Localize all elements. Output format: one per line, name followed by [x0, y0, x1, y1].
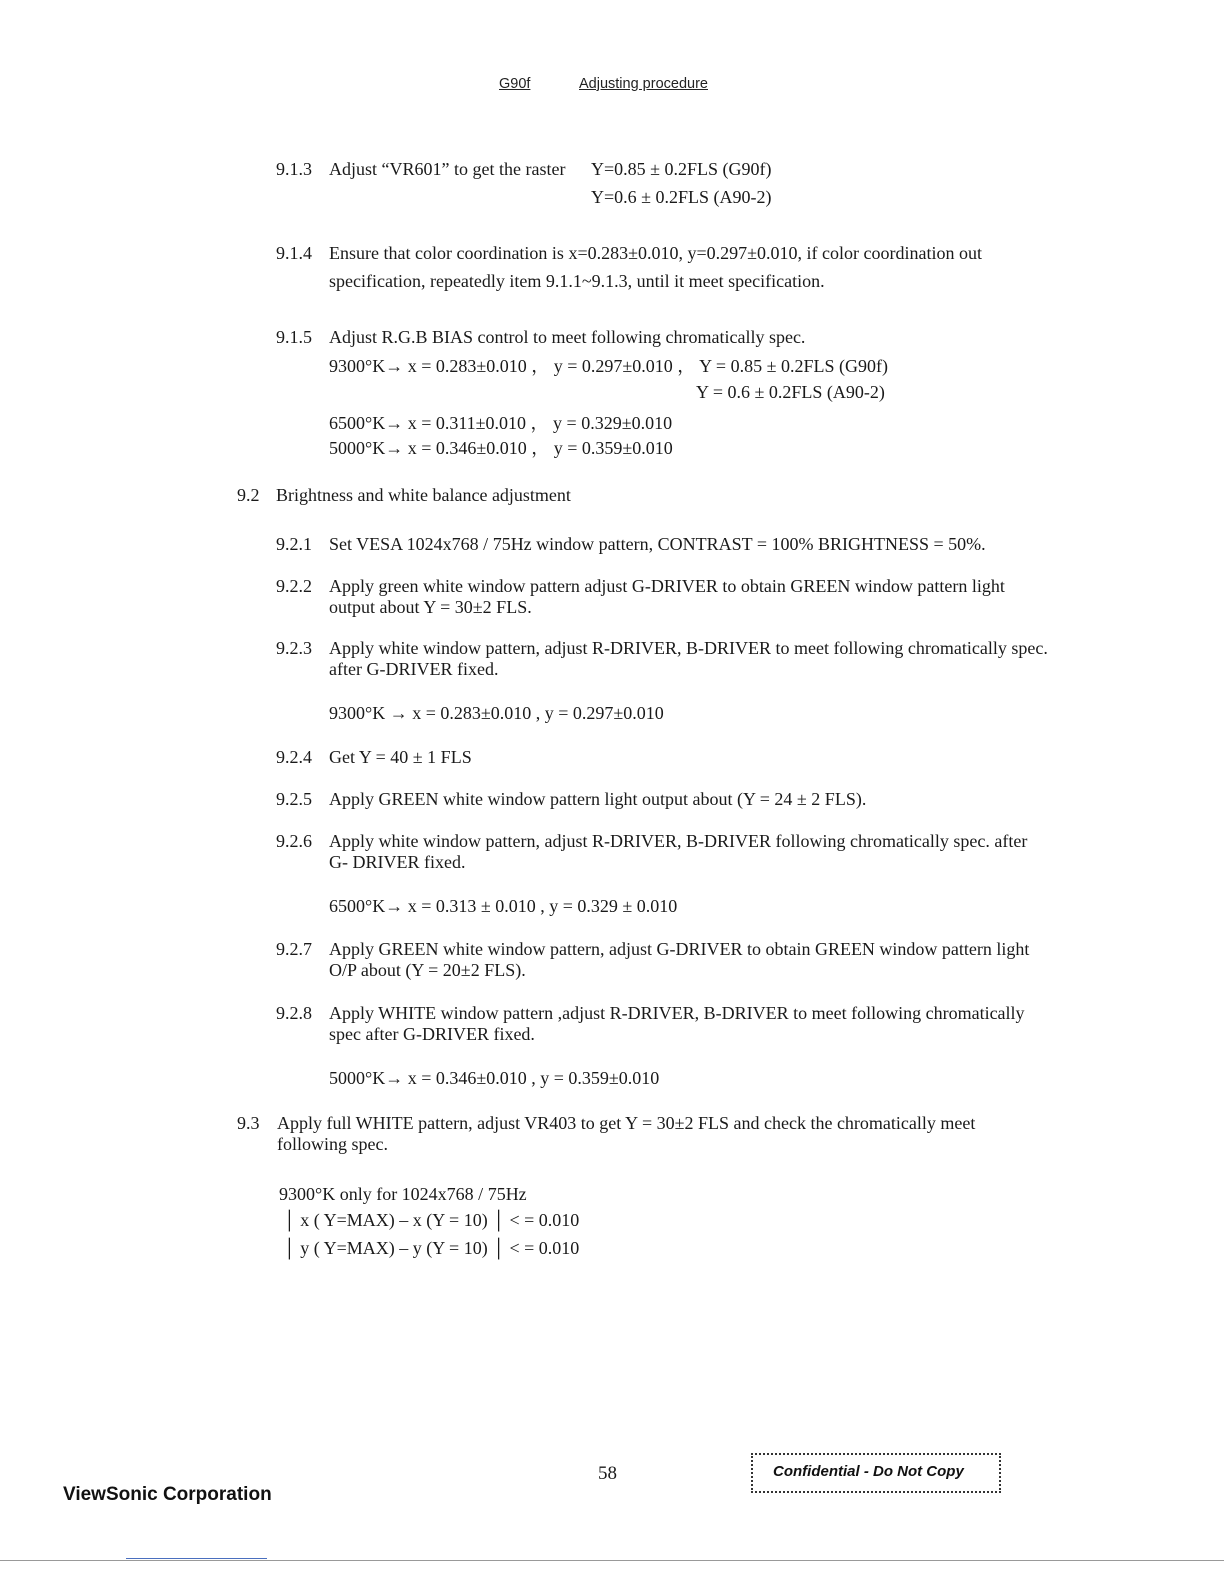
section-text: Apply white window pattern, adjust R-DRIVER, B-DRIVER to meet following chromatically spec. [329, 638, 1048, 658]
section-text: output about Y = 30±2 FLS. [329, 597, 532, 617]
section-text: Get Y = 40 ± 1 FLS [329, 747, 472, 767]
section-text: Set VESA 1024x768 / 75Hz window pattern, CONTRAST = 100% BRIGHTNESS = 50%. [329, 534, 986, 554]
section-text: G- DRIVER fixed. [329, 852, 466, 872]
spec-6500: 6500°K→ x = 0.313 ± 0.010 , y = 0.329 ± 0.010 [329, 896, 678, 916]
section-number: 9.2.6 [276, 831, 312, 851]
section-number: 9.1.5 [276, 327, 312, 347]
section-number: 9.2.5 [276, 789, 312, 809]
section-text: specification, repeatedly item 9.1.1~9.1.3, until it meet specification. [329, 271, 825, 291]
section-text: Ensure that color coordination is x=0.283±0.010, y=0.297±0.010, if color coordination out [329, 243, 982, 263]
section-heading: Brightness and white balance adjustment [276, 485, 571, 505]
section-number: 9.2.7 [276, 939, 312, 959]
section-number: 9.2 [237, 485, 260, 505]
section-number: 9.2.3 [276, 638, 312, 658]
section-number: 9.2.4 [276, 747, 312, 767]
company-name: ViewSonic Corporation [63, 1484, 272, 1505]
spec-value: Y=0.6 ± 0.2FLS (A90-2) [591, 187, 772, 207]
spec-x-delta: │ x ( Y=MAX) – x (Y = 10) │ < = 0.010 [283, 1210, 580, 1230]
page-number: 58 [598, 1463, 617, 1484]
bottom-rule [0, 1560, 1224, 1561]
section-text: Apply GREEN white window pattern light output about (Y = 24 ± 2 FLS). [329, 789, 867, 809]
section-text: Apply WHITE window pattern ,adjust R-DRIVER, B-DRIVER to meet following chromatically [329, 1003, 1025, 1023]
section-text: following spec. [277, 1134, 388, 1154]
section-number: 9.2.1 [276, 534, 312, 554]
spec-value: Y=0.85 ± 0.2FLS (G90f) [591, 159, 772, 179]
section-text: O/P about (Y = 20±2 FLS). [329, 960, 526, 980]
spec-title: 9300°K only for 1024x768 / 75Hz [279, 1184, 527, 1204]
spec-9300-alt: Y = 0.6 ± 0.2FLS (A90-2) [696, 382, 885, 402]
spec-9300: 9300°K → x = 0.283±0.010 , y = 0.297±0.010 [329, 703, 664, 723]
section-text: Apply GREEN white window pattern, adjust G-DRIVER to obtain GREEN window pattern light [329, 939, 1030, 959]
spec-6500: 6500°K→ x = 0.311±0.010 ， y = 0.329±0.010 [329, 413, 673, 433]
section-text: after G-DRIVER fixed. [329, 659, 499, 679]
bottom-rule-accent [126, 1558, 267, 1559]
spec-5000: 5000°K→ x = 0.346±0.010 , y = 0.359±0.010 [329, 1068, 660, 1088]
header-title: Adjusting procedure [579, 76, 708, 92]
section-number: 9.2.8 [276, 1003, 312, 1023]
section-number: 9.3 [237, 1113, 260, 1133]
spec-5000: 5000°K→ x = 0.346±0.010 ， y = 0.359±0.010 [329, 438, 673, 458]
section-text: Apply green white window pattern adjust G-DRIVER to obtain GREEN window pattern light [329, 576, 1005, 596]
section-number: 9.1.3 [276, 159, 312, 179]
spec-y-delta: │ y ( Y=MAX) – y (Y = 10) │ < = 0.010 [283, 1238, 580, 1258]
confidential-label: Confidential - Do Not Copy [773, 1463, 964, 1480]
section-text: spec after G-DRIVER fixed. [329, 1024, 535, 1044]
section-number: 9.2.2 [276, 576, 312, 596]
section-text: Apply white window pattern, adjust R-DRIVER, B-DRIVER following chromatically spec. after [329, 831, 1028, 851]
section-text: Apply full WHITE pattern, adjust VR403 to get Y = 30±2 FLS and check the chromatically meet [277, 1113, 976, 1133]
header-model: G90f [499, 76, 531, 92]
section-text: Adjust R.G.B BIAS control to meet following chromatically spec. [329, 327, 806, 347]
section-text: Adjust “VR601” to get the raster [329, 159, 566, 179]
section-number: 9.1.4 [276, 243, 312, 263]
spec-9300: 9300°K→ x = 0.283±0.010 ， y = 0.297±0.010 ， Y = 0.85 ± 0.2FLS (G90f) [329, 356, 888, 376]
